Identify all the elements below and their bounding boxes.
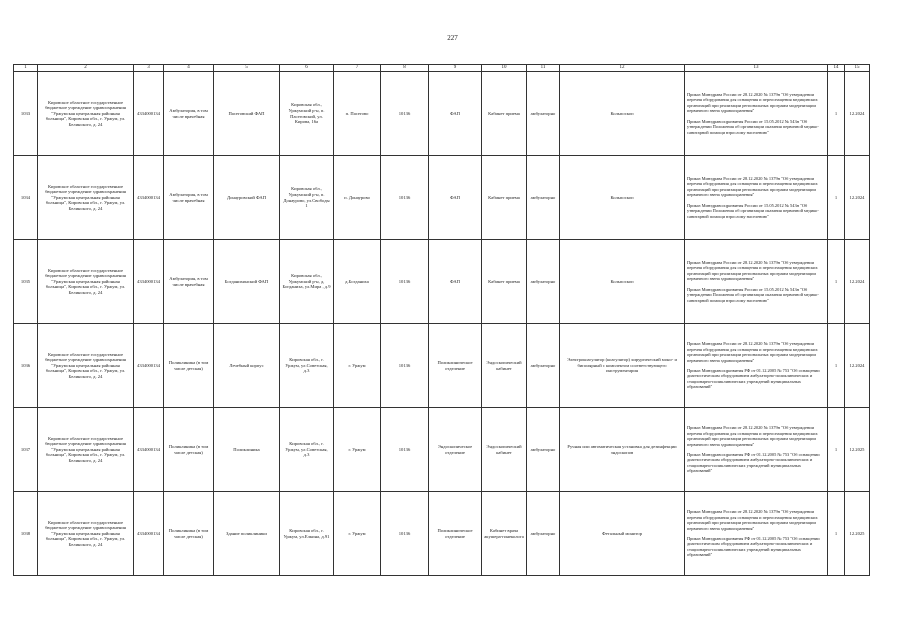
facility-type-cell: Амбулатория, в том числе врачебная (164, 156, 214, 240)
code-cell: 10136 (381, 408, 429, 492)
unit-name-cell: Донауровский ФАП (214, 156, 280, 240)
room-cell: Кабинет врача акушера-гинеколога (482, 492, 527, 576)
legal-basis-cell (685, 72, 828, 156)
address-cell: Кировская обл., г. Уржум, ул.Советская, д.3 (280, 408, 334, 492)
equipment-cell: Ручная или автоматическая установка для дезинфекции эндоскопов (560, 408, 685, 492)
organization-cell: Кировское областное государственное бюджетное учреждение здравоохранения "Уржумская центральная районная больница", Кировская обл., г. Уржум, ул. Белинского, д. 24 (38, 324, 134, 408)
inn-cell: 4334000134 (134, 240, 164, 324)
department-cell: Поликлиническое отделение (429, 492, 482, 576)
organization-cell: Кировское областное государственное бюджетное учреждение здравоохранения "Уржумская центральная районная больница", Кировская обл., г. Уржум, ул. Белинского, д. 24 (38, 156, 134, 240)
inn-cell: 4334000134 (134, 156, 164, 240)
settlement-cell: д.Богданиха (334, 240, 381, 324)
room-cell: Кабинет приема (482, 240, 527, 324)
date-cell: 12.2024 (845, 156, 870, 240)
legal-basis-cell (685, 408, 828, 492)
facility-type-cell: Поликлиника (в том числе детская) (164, 492, 214, 576)
row-number-cell: 1037 (14, 408, 38, 492)
column-number: 1 (14, 65, 38, 72)
row-number-cell: 1034 (14, 156, 38, 240)
code-cell: 10136 (381, 156, 429, 240)
table-row (14, 72, 870, 156)
legal-basis-cell (685, 492, 828, 576)
legal-basis-text: Приказ Минздравсоцразвития РФ от 01.12.2005 № 753 "Об оснащении диагностическим оборудованием амбулаторно-поликлинических и стационарно-поликлинических учреждений муниципальных образований" (687, 536, 820, 558)
department-cell: ФАП (429, 240, 482, 324)
table-row (14, 156, 870, 240)
code-cell: 10136 (381, 240, 429, 324)
care-mode-cell: амбулаторно (527, 408, 560, 492)
organization-cell: Кировское областное государственное бюджетное учреждение здравоохранения "Уржумская центральная районная больница", Кировская обл., г. Уржум, ул. Белинского, д. 24 (38, 240, 134, 324)
legal-basis-cell (685, 240, 828, 324)
facility-type-cell: Поликлиника (в том числе детская) (164, 324, 214, 408)
legal-basis-text: Приказ Минздравсоцразвития РФ от 01.12.2005 № 753 "Об оснащении диагностическим оборудованием амбулаторно-поликлинических и стационарно-поликлинических учреждений муниципальных образований" (687, 368, 820, 390)
column-number: 11 (527, 65, 560, 72)
legal-basis-text: Приказ Минздравсоцразвития России от 15.05.2012 № 543н "Об утверждении Положения об организации оказания первичной медико-санитарной помощи взрослому населению" (687, 118, 819, 135)
quantity-cell: 1 (828, 324, 845, 408)
facility-type-cell: Амбулатория, в том числе врачебная (164, 240, 214, 324)
organization-cell: Кировское областное государственное бюджетное учреждение здравоохранения "Уржумская центральная районная больница", Кировская обл., г. Уржум, ул. Белинского, д. 24 (38, 72, 134, 156)
column-number: 8 (381, 65, 429, 72)
legal-basis-text: Приказ Минздравсоцразвития России от 15.05.2012 № 543н "Об утверждении Положения об организации оказания первичной медико-санитарной помощи взрослому населению" (687, 286, 819, 303)
column-number-row (14, 65, 870, 72)
row-number-cell: 1038 (14, 492, 38, 576)
table-row (14, 324, 870, 408)
department-cell: ФАП (429, 72, 482, 156)
table-row (14, 408, 870, 492)
column-number: 7 (334, 65, 381, 72)
unit-name-cell: Богданихинский ФАП (214, 240, 280, 324)
address-cell: Кировская обл., г. Уржум, ул.Советская, д.3 (280, 324, 334, 408)
column-number: 9 (429, 65, 482, 72)
date-cell: 12.2024 (845, 240, 870, 324)
unit-name-cell: Пасеговский ФАП (214, 72, 280, 156)
room-cell: Эндоскопический кабинет (482, 408, 527, 492)
legal-basis-text: Приказ Минздрава России от 28.12.2020 № 1379н "Об утверждении перечня оборудования для оснащения и переоснащения медицинских организаций при реализации региональных программ модернизации первичного звена здравоохранения" (687, 425, 818, 447)
quantity-cell: 1 (828, 156, 845, 240)
quantity-cell: 1 (828, 240, 845, 324)
column-number: 2 (38, 65, 134, 72)
date-cell: 12.2025 (845, 492, 870, 576)
table-row (14, 492, 870, 576)
address-cell: Кировская обл., Уржумский р-н, п. Донаурово, ул.Свободы 1 (280, 156, 334, 240)
care-mode-cell: амбулаторно (527, 72, 560, 156)
unit-name-cell: Здание поликлиники (214, 492, 280, 576)
address-cell: Кировская обл., г. Уржум, ул.Елкина, д.91 (280, 492, 334, 576)
row-number-cell: 1035 (14, 240, 38, 324)
inn-cell: 4334000134 (134, 72, 164, 156)
room-cell: Эндоскопический кабинет (482, 324, 527, 408)
care-mode-cell: амбулаторно (527, 240, 560, 324)
room-cell: Кабинет приема (482, 156, 527, 240)
settlement-cell: п. Пасегово (334, 72, 381, 156)
settlement-cell: г. Уржум (334, 324, 381, 408)
settlement-cell: г. Уржум (334, 492, 381, 576)
department-cell: Эндоскопическое отделение (429, 408, 482, 492)
room-cell: Кабинет приема (482, 72, 527, 156)
column-number: 4 (164, 65, 214, 72)
address-cell: Кировская обл., Уржумский р-н, п. Пасеговский, ул. Кирова, 16а (280, 72, 334, 156)
care-mode-cell: амбулаторно (527, 156, 560, 240)
care-mode-cell: амбулаторно (527, 492, 560, 576)
organization-cell: Кировское областное государственное бюджетное учреждение здравоохранения "Уржумская центральная районная больница", Кировская обл., г. Уржум, ул. Белинского, д. 24 (38, 408, 134, 492)
facility-type-cell: Поликлиника (в том числе детская) (164, 408, 214, 492)
table-row (14, 240, 870, 324)
page-number: 227 (447, 34, 458, 42)
legal-basis-text: Приказ Минздравсоцразвития РФ от 01.12.2005 № 753 "Об оснащении диагностическим оборудованием амбулаторно-поликлинических и стационарно-поликлинических учреждений муниципальных образований" (687, 452, 820, 474)
code-cell: 10136 (381, 492, 429, 576)
inn-cell: 4334000134 (134, 492, 164, 576)
quantity-cell: 1 (828, 408, 845, 492)
date-cell: 12.2024 (845, 72, 870, 156)
column-number: 6 (280, 65, 334, 72)
legal-basis-text: Приказ Минздравсоцразвития России от 15.05.2012 № 543н "Об утверждении Положения об организации оказания первичной медико-санитарной помощи взрослому населению" (687, 202, 819, 219)
column-number: 13 (685, 65, 828, 72)
organization-cell: Кировское областное государственное бюджетное учреждение здравоохранения "Уржумская центральная районная больница", Кировская обл., г. Уржум, ул. Белинского, д. 24 (38, 492, 134, 576)
legal-basis-text: Приказ Минздрава России от 28.12.2020 № 1379н "Об утверждении перечня оборудования для оснащения и переоснащения медицинских организаций при реализации региональных программ модернизации первичного звена здравоохранения" (687, 341, 818, 363)
department-cell: Поликлиническое отделение (429, 324, 482, 408)
code-cell: 10136 (381, 72, 429, 156)
legal-basis-text: Приказ Минздрава России от 28.12.2020 № 1379н "Об утверждении перечня оборудования для оснащения и переоснащения медицинских организаций при реализации региональных программ модернизации первичного звена здравоохранения" (687, 509, 818, 531)
column-number: 15 (845, 65, 870, 72)
column-number: 10 (482, 65, 527, 72)
equipment-cell: Кольпоскоп (560, 72, 685, 156)
equipment-cell: Фетальный монитор (560, 492, 685, 576)
date-cell: 12.2024 (845, 324, 870, 408)
equipment-cell: Электрокоагулятор (коагулятор) хирургический моно- и биполярный с комплектом соответствующего инструментария (560, 324, 685, 408)
address-cell: Кировская обл., Уржумский р-н, д. Богданиха, ул.Мира , д.9 (280, 240, 334, 324)
settlement-cell: г. Уржум (334, 408, 381, 492)
settlement-cell: п. Донаурово (334, 156, 381, 240)
legal-basis-text: Приказ Минздрава России от 28.12.2020 № 1379н "Об утверждении перечня оборудования для оснащения и переоснащения медицинских организаций при реализации региональных программ модернизации первичного звена здравоохранения" (687, 260, 818, 282)
row-number-cell: 1036 (14, 324, 38, 408)
equipment-table (13, 64, 870, 576)
column-number: 5 (214, 65, 280, 72)
date-cell: 12.2025 (845, 408, 870, 492)
quantity-cell: 1 (828, 492, 845, 576)
care-mode-cell: амбулаторно (527, 324, 560, 408)
unit-name-cell: Лечебный корпус (214, 324, 280, 408)
legal-basis-text: Приказ Минздрава России от 28.12.2020 № 1379н "Об утверждении перечня оборудования для оснащения и переоснащения медицинских организаций при реализации региональных программ модернизации первичного звена здравоохранения" (687, 92, 818, 114)
row-number-cell: 1033 (14, 72, 38, 156)
inn-cell: 4334000134 (134, 324, 164, 408)
equipment-cell: Кольпоскоп (560, 240, 685, 324)
column-number: 12 (560, 65, 685, 72)
legal-basis-cell (685, 324, 828, 408)
quantity-cell: 1 (828, 72, 845, 156)
department-cell: ФАП (429, 156, 482, 240)
facility-type-cell: Амбулатория, в том числе врачебная (164, 72, 214, 156)
legal-basis-cell (685, 156, 828, 240)
column-number: 3 (134, 65, 164, 72)
column-number: 14 (828, 65, 845, 72)
unit-name-cell: Поликлиника (214, 408, 280, 492)
legal-basis-text: Приказ Минздрава России от 28.12.2020 № 1379н "Об утверждении перечня оборудования для оснащения и переоснащения медицинских организаций при реализации региональных программ модернизации первичного звена здравоохранения" (687, 176, 818, 198)
inn-cell: 4334000134 (134, 408, 164, 492)
code-cell: 10136 (381, 324, 429, 408)
equipment-cell: Кольпоскоп (560, 156, 685, 240)
